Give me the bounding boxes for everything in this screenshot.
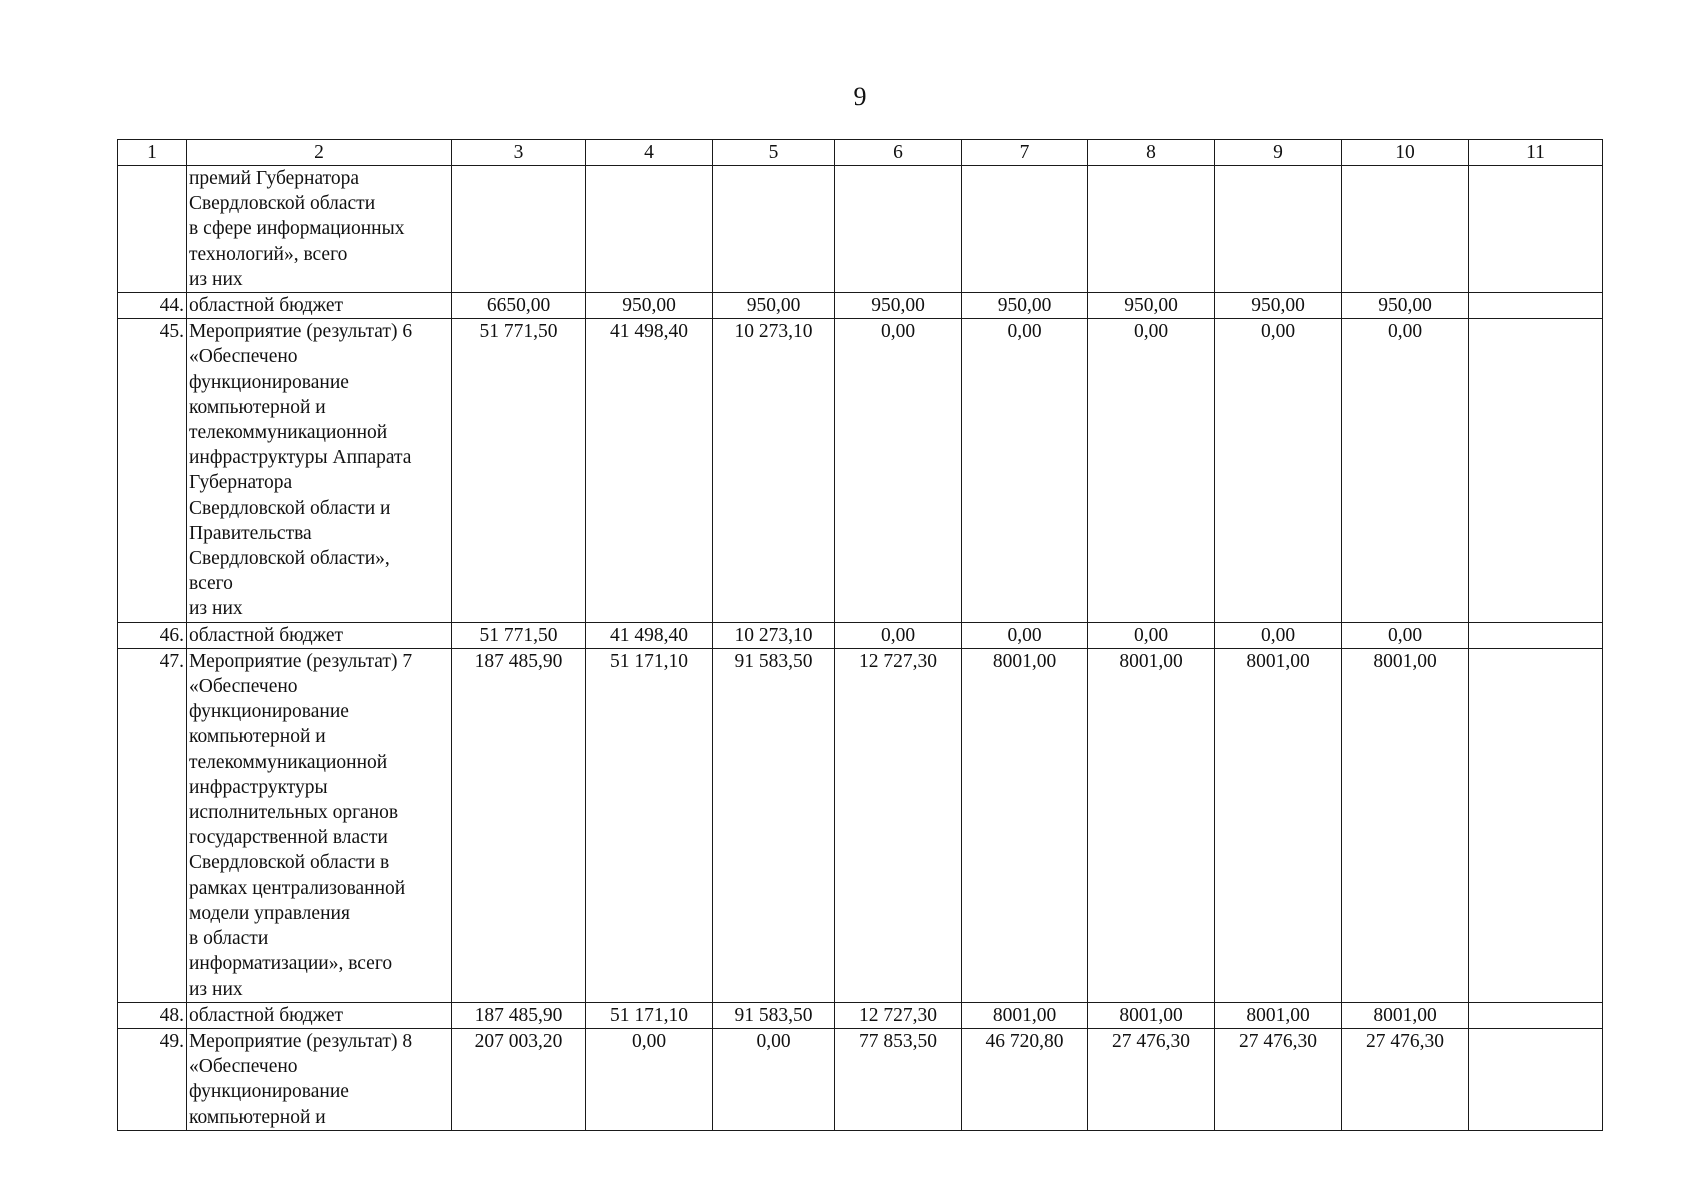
description-line: «Обеспечено xyxy=(189,1056,298,1078)
description-cell xyxy=(187,293,452,319)
description-line: в сфере информационных xyxy=(189,218,405,240)
value-cell-col-4: 0,00 xyxy=(586,1028,713,1130)
value-cell-col-3: 51 771,50 xyxy=(452,622,586,648)
description-line: Мероприятие (результат) 8 xyxy=(189,1030,413,1052)
value-cell-col-9: 950,00 xyxy=(1215,293,1342,319)
column-header-6: 6 xyxy=(835,140,962,166)
column-header-11: 11 xyxy=(1469,140,1603,166)
description-line: компьютерной и xyxy=(189,396,326,418)
row-number-cell: 45. xyxy=(118,319,187,622)
description-line: из них xyxy=(189,978,243,1000)
description-line: Губернатора xyxy=(189,472,293,494)
budget-table xyxy=(117,139,1603,1131)
value-cell-col-11 xyxy=(1469,648,1603,1002)
value-cell-col-6: 0,00 xyxy=(835,622,962,648)
description-line: Правительства xyxy=(189,522,312,544)
value-cell-col-9: 8001,00 xyxy=(1215,1002,1342,1028)
description-cell xyxy=(187,166,452,293)
value-cell-col-10: 0,00 xyxy=(1342,319,1469,622)
value-cell-col-9: 27 476,30 xyxy=(1215,1028,1342,1130)
description-line: областной бюджет xyxy=(189,295,344,317)
value-cell-col-9 xyxy=(1215,166,1342,293)
description-line: функционирование xyxy=(189,371,349,393)
value-cell-col-11 xyxy=(1469,319,1603,622)
table-row xyxy=(118,319,1603,622)
description-line: телекоммуникационной xyxy=(189,751,388,773)
table-row xyxy=(118,648,1603,1002)
table-row xyxy=(118,1002,1603,1028)
value-cell-col-10: 8001,00 xyxy=(1342,1002,1469,1028)
column-header-4: 4 xyxy=(586,140,713,166)
value-cell-col-9: 0,00 xyxy=(1215,622,1342,648)
description-line: Свердловской области в xyxy=(189,852,390,874)
page-number: 9 xyxy=(853,82,867,111)
description-line: «Обеспечено xyxy=(189,676,298,698)
value-cell-col-7: 46 720,80 xyxy=(962,1028,1088,1130)
column-number-header-row xyxy=(118,140,1603,166)
value-cell-col-8: 8001,00 xyxy=(1088,648,1215,1002)
description-line: функционирование xyxy=(189,1081,349,1103)
value-cell-col-8: 27 476,30 xyxy=(1088,1028,1215,1130)
description-cell xyxy=(187,648,452,1002)
row-number-cell: 49. xyxy=(118,1028,187,1130)
column-header-8: 8 xyxy=(1088,140,1215,166)
value-cell-col-5: 950,00 xyxy=(713,293,835,319)
value-cell-col-10: 27 476,30 xyxy=(1342,1028,1469,1130)
value-cell-col-8: 0,00 xyxy=(1088,622,1215,648)
row-number-cell: 47. xyxy=(118,648,187,1002)
description-line: компьютерной и xyxy=(189,726,326,748)
column-header-1: 1 xyxy=(118,140,187,166)
description-line: телекоммуникационной xyxy=(189,422,388,444)
value-cell-col-5: 91 583,50 xyxy=(713,648,835,1002)
description-line: Мероприятие (результат) 6 xyxy=(189,321,413,343)
description-line: информатизации», всего xyxy=(189,953,393,975)
value-cell-col-11 xyxy=(1469,622,1603,648)
value-cell-col-4: 51 171,10 xyxy=(586,1002,713,1028)
description-line: «Обеспечено xyxy=(189,346,298,368)
description-line: Свердловской области xyxy=(189,193,376,215)
value-cell-col-7: 0,00 xyxy=(962,622,1088,648)
value-cell-col-10: 0,00 xyxy=(1342,622,1469,648)
value-cell-col-8 xyxy=(1088,166,1215,293)
value-cell-col-6 xyxy=(835,166,962,293)
description-line: рамках централизованной xyxy=(189,877,406,899)
value-cell-col-7: 8001,00 xyxy=(962,648,1088,1002)
description-line: компьютерной и xyxy=(189,1106,326,1128)
value-cell-col-3: 187 485,90 xyxy=(452,1002,586,1028)
description-line: областной бюджет xyxy=(189,624,344,646)
row-number-cell: 46. xyxy=(118,622,187,648)
value-cell-col-3 xyxy=(452,166,586,293)
column-header-5: 5 xyxy=(713,140,835,166)
value-cell-col-10: 950,00 xyxy=(1342,293,1469,319)
value-cell-col-4: 950,00 xyxy=(586,293,713,319)
value-cell-col-4: 41 498,40 xyxy=(586,319,713,622)
value-cell-col-5: 0,00 xyxy=(713,1028,835,1130)
description-line: Свердловской области», xyxy=(189,548,390,570)
value-cell-col-3: 6650,00 xyxy=(452,293,586,319)
column-header-9: 9 xyxy=(1215,140,1342,166)
description-cell xyxy=(187,319,452,622)
value-cell-col-11 xyxy=(1469,1028,1603,1130)
value-cell-col-3: 207 003,20 xyxy=(452,1028,586,1130)
value-cell-col-7: 950,00 xyxy=(962,293,1088,319)
description-line: модели управления xyxy=(189,902,350,924)
value-cell-col-5: 91 583,50 xyxy=(713,1002,835,1028)
value-cell-col-3: 51 771,50 xyxy=(452,319,586,622)
description-cell xyxy=(187,1028,452,1130)
value-cell-col-8: 950,00 xyxy=(1088,293,1215,319)
description-line: инфраструктуры xyxy=(189,776,328,798)
value-cell-col-5: 10 273,10 xyxy=(713,319,835,622)
value-cell-col-9: 0,00 xyxy=(1215,319,1342,622)
column-header-2: 2 xyxy=(187,140,452,166)
value-cell-col-8: 8001,00 xyxy=(1088,1002,1215,1028)
value-cell-col-5: 10 273,10 xyxy=(713,622,835,648)
description-line: технологий», всего xyxy=(189,243,348,265)
value-cell-col-6: 12 727,30 xyxy=(835,648,962,1002)
description-line: государственной власти xyxy=(189,827,388,849)
description-cell xyxy=(187,622,452,648)
value-cell-col-3: 187 485,90 xyxy=(452,648,586,1002)
table-row xyxy=(118,622,1603,648)
value-cell-col-10 xyxy=(1342,166,1469,293)
value-cell-col-4: 51 171,10 xyxy=(586,648,713,1002)
description-line: премий Губернатора xyxy=(189,168,360,189)
value-cell-col-5 xyxy=(713,166,835,293)
description-line: Свердловской области и xyxy=(189,497,391,519)
value-cell-col-11 xyxy=(1469,1002,1603,1028)
table-row xyxy=(118,293,1603,319)
value-cell-col-6: 0,00 xyxy=(835,319,962,622)
table-row xyxy=(118,166,1603,293)
value-cell-col-9: 8001,00 xyxy=(1215,648,1342,1002)
column-header-10: 10 xyxy=(1342,140,1469,166)
value-cell-col-10: 8001,00 xyxy=(1342,648,1469,1002)
row-number-cell: 44. xyxy=(118,293,187,319)
description-line: исполнительных органов xyxy=(189,802,399,824)
column-header-3: 3 xyxy=(452,140,586,166)
description-line: из них xyxy=(189,268,243,290)
description-line: из них xyxy=(189,598,243,620)
value-cell-col-4: 41 498,40 xyxy=(586,622,713,648)
row-number-cell: 48. xyxy=(118,1002,187,1028)
description-line: функционирование xyxy=(189,701,349,723)
description-line: всего xyxy=(189,573,233,595)
value-cell-col-7 xyxy=(962,166,1088,293)
value-cell-col-6: 77 853,50 xyxy=(835,1028,962,1130)
description-cell xyxy=(187,1002,452,1028)
table-row xyxy=(118,1028,1603,1130)
value-cell-col-6: 12 727,30 xyxy=(835,1002,962,1028)
description-line: Мероприятие (результат) 7 xyxy=(189,650,413,672)
value-cell-col-11 xyxy=(1469,293,1603,319)
row-number-cell xyxy=(118,166,187,293)
column-header-7: 7 xyxy=(962,140,1088,166)
description-line: инфраструктуры Аппарата xyxy=(189,447,412,469)
value-cell-col-7: 8001,00 xyxy=(962,1002,1088,1028)
value-cell-col-11 xyxy=(1469,166,1603,293)
value-cell-col-4 xyxy=(586,166,713,293)
value-cell-col-7: 0,00 xyxy=(962,319,1088,622)
description-line: областной бюджет xyxy=(189,1004,344,1026)
value-cell-col-8: 0,00 xyxy=(1088,319,1215,622)
description-line: в области xyxy=(189,928,269,950)
value-cell-col-6: 950,00 xyxy=(835,293,962,319)
